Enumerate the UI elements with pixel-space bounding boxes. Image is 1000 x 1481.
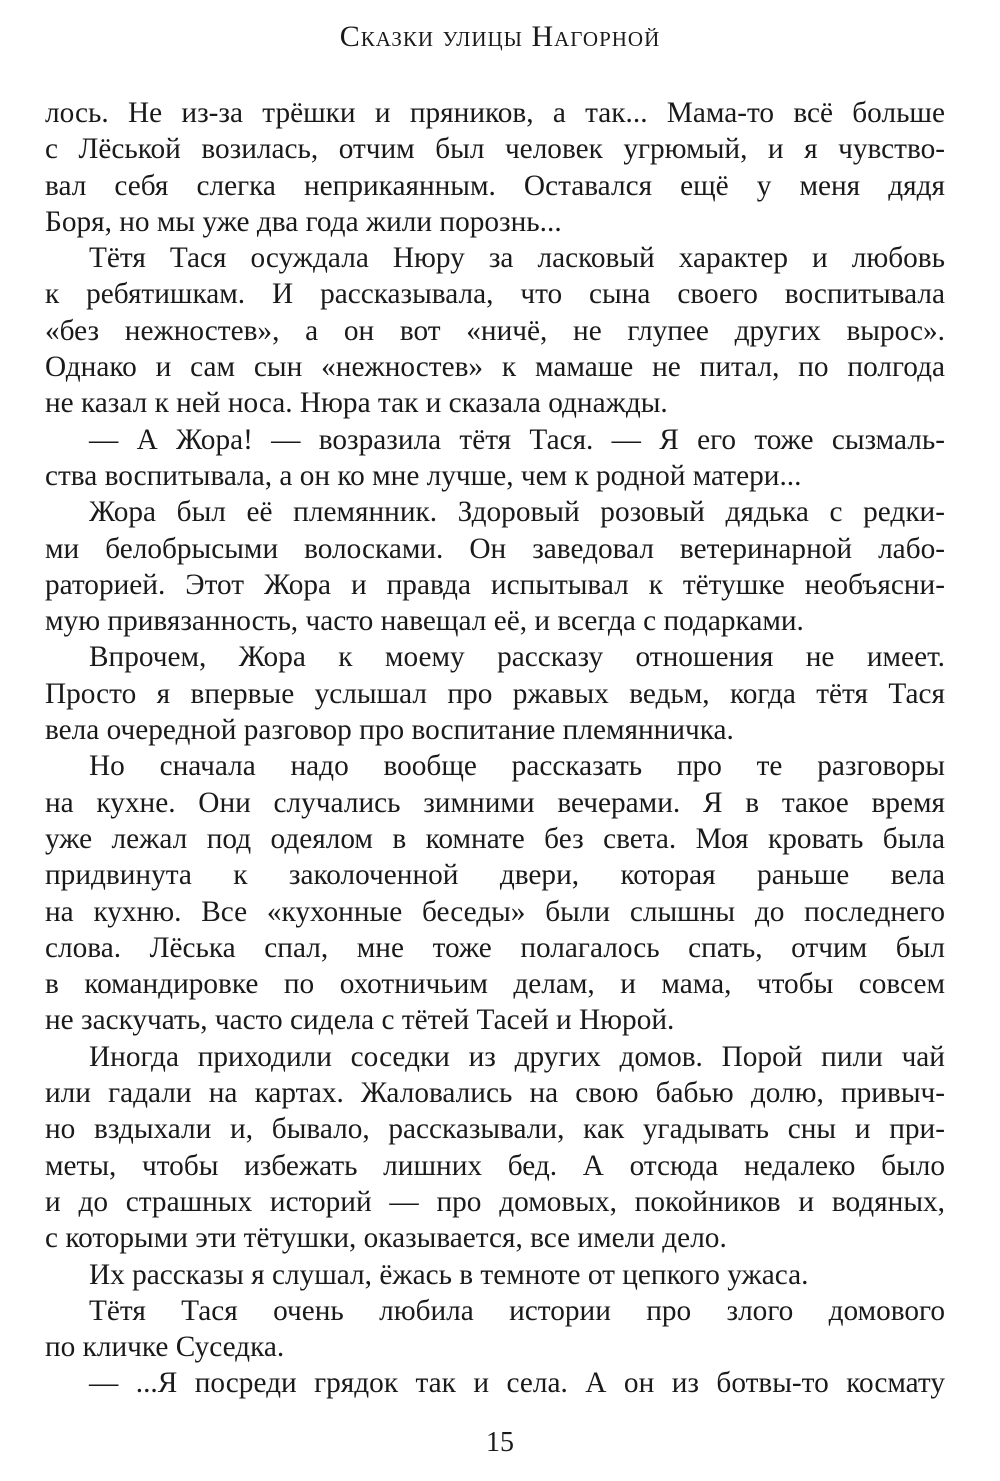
text-line: — ...Я посреди грядок так и села. А он из ботвы-то космату (89, 1367, 945, 1400)
text-line: ми белобрысыми волосками. Он заведовал ветеринарной лабо- (45, 532, 945, 565)
text-line: Однако и сам сын «нежностев» к мамаше не питал, по полгода (45, 351, 945, 384)
text-line: Тётя Тася очень любила истории про злого домового (89, 1294, 945, 1327)
text-line: в командировке по охотничьим делам, и мама, чтобы совсем (45, 968, 945, 1001)
text-line: — А Жора! — возразила тётя Тася. — Я его тоже сызмаль- (89, 423, 945, 456)
text-line: Иногда приходили соседки из других домов. Порой пили чай (89, 1040, 945, 1073)
text-line: вела очередной разговор про воспитание племянничка. (45, 714, 734, 747)
text-line: не казал к ней носа. Нюра так и сказала однажды. (45, 387, 668, 420)
text-line: к ребятишкам. И рассказывала, что сына своего воспитывала (45, 278, 945, 311)
text-line: но вздыхали и, бывало, рассказывали, как угадывать сны и при- (45, 1113, 945, 1146)
text-line: Боря, но мы уже два года жили порознь... (45, 205, 562, 238)
text-line: Тётя Тася осуждала Нюру за ласковый характер и любовь (89, 242, 945, 275)
text-line: лось. Не из-за трёшки и пряников, а так... Мама-то всё больше (45, 97, 945, 129)
running-title: Сказки улицы Нагорной (339, 20, 661, 53)
text-line: Но сначала надо вообще рассказать про те разговоры (89, 750, 945, 783)
page-number: 15 (486, 1427, 514, 1458)
body-text (45, 95, 945, 1402)
text-line: вал себя слегка неприкаянным. Оставался ещё у меня дядя (45, 169, 945, 202)
text-line: Впрочем, Жора к моему рассказу отношения не имеет. (89, 641, 945, 674)
text-line: придвинута к заколоченной двери, которая раньше вела (45, 859, 945, 892)
text-line: по кличке Суседка. (45, 1331, 285, 1364)
text-line: Просто я впервые услышал про ржавых ведьм, когда тётя Тася (45, 677, 945, 710)
text-line: на кухне. Они случались зимними вечерами. Я в такое время (45, 786, 945, 819)
text-line: уже лежал под одеялом в комнате без света. Моя кровать была (45, 822, 945, 855)
text-line: с которыми эти тётушки, оказывается, все имели дело. (45, 1222, 727, 1255)
text-line: раторией. Этот Жора и правда испытывал к тётушке необъясни- (45, 568, 945, 601)
text-line: с Лёськой возилась, отчим был человек угрюмый, и я чувство- (45, 133, 945, 166)
text-line: или гадали на картах. Жаловались на свою бабью долю, привыч- (45, 1077, 945, 1110)
text-line: на кухню. Все «кухонные беседы» были слышны до последнего (45, 895, 945, 928)
text-line: меты, чтобы избежать лишних бед. А отсюда недалеко было (45, 1149, 945, 1182)
text-line: ства воспитывала, а он ко мне лучше, чем к родной матери... (45, 459, 802, 492)
text-line: Жора был её племянник. Здоровый розовый дядька с редки- (89, 496, 945, 529)
text-line: Их рассказы я слушал, ёжась в темноте от цепкого ужаса. (89, 1258, 809, 1291)
text-line: не заскучать, часто сидела с тётей Тасей и Нюрой. (45, 1004, 675, 1037)
text-line: «без нежностев», а он вот «ничё, не глупее других вырос». (45, 314, 945, 347)
text-line: слова. Лёська спал, мне тоже полагалось спать, отчим был (45, 931, 945, 964)
text-line: и до страшных историй — про домовых, покойников и водяных, (45, 1185, 945, 1218)
text-line: мую привязанность, часто навещал её, и всегда с подарками. (45, 605, 804, 638)
